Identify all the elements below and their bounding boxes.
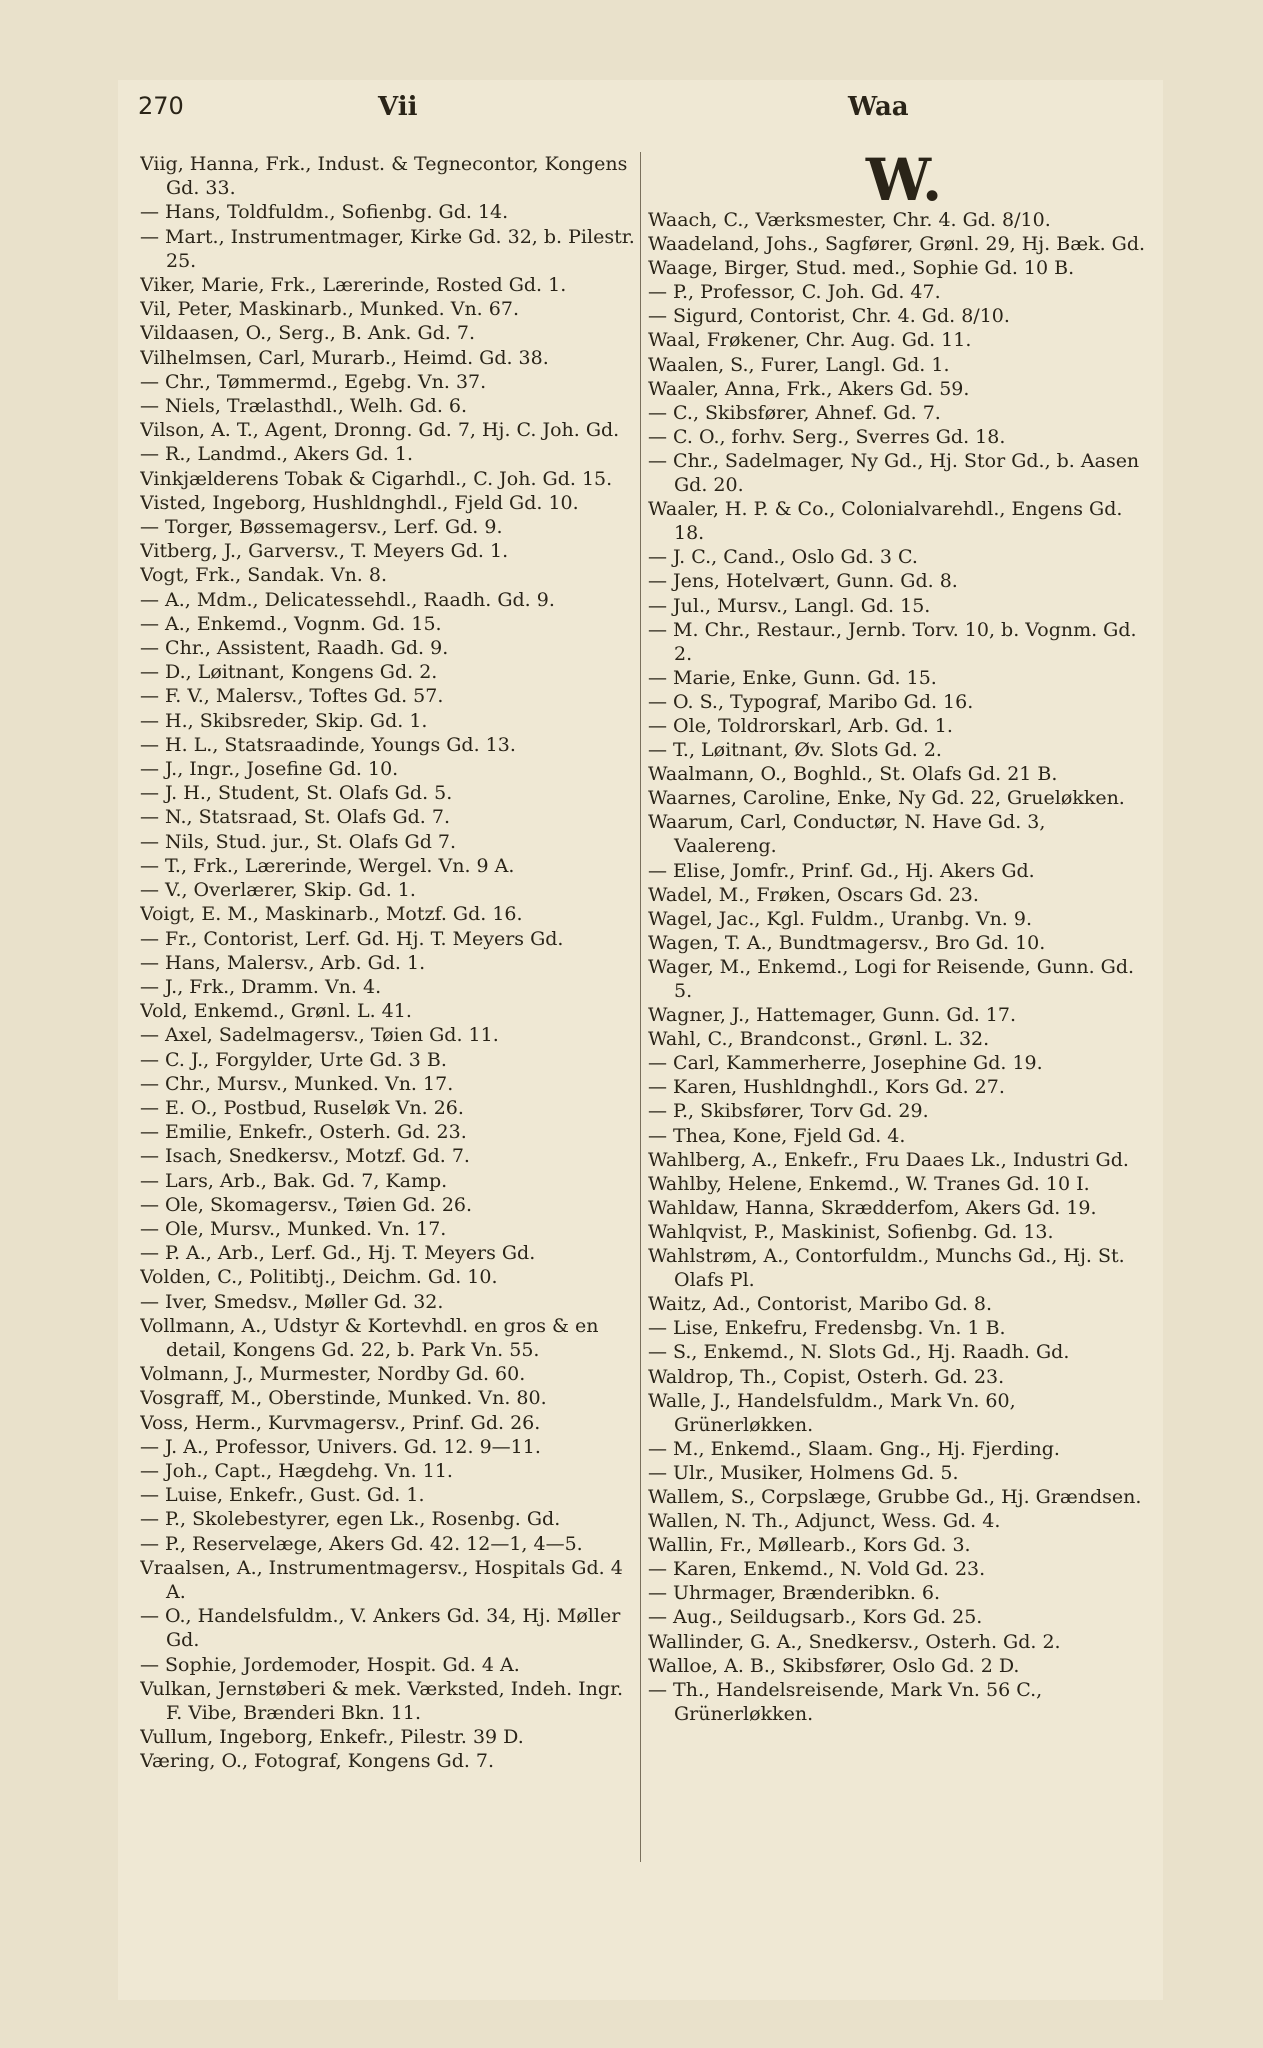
directory-entry: — Jens, Hotelvært, Gunn. Gd. 8. xyxy=(648,570,958,593)
left-running-head: Vii xyxy=(378,92,418,122)
directory-entry: Wahldaw, Hanna, Skrædderfom, Akers Gd. 19. xyxy=(648,1196,1097,1219)
directory-entry: Wagen, T. A., Bundtmagersv., Bro Gd. 10. xyxy=(648,931,1046,954)
directory-entry: — Hans, Toldfuldm., Sofienbg. Gd. 14. xyxy=(140,201,509,224)
directory-entry: Waitz, Ad., Contorist, Maribo Gd. 8. xyxy=(648,1293,993,1316)
directory-entry: Wahlberg, A., Enkefr., Fru Daaes Lk., Industri Gd. xyxy=(648,1148,1129,1171)
page-number: 270 xyxy=(138,92,184,120)
directory-entry: — Sophie, Jordemoder, Hospit. Gd. 4 A. xyxy=(140,1653,520,1676)
directory-entry: Wahl, C., Brandconst., Grønl. L. 32. xyxy=(648,1028,990,1051)
directory-entry: Waadeland, Johs., Sagfører, Grønl. 29, Hj. Bæk. Gd. xyxy=(648,233,1146,256)
directory-entry: Væring, O., Fotograf, Kongens Gd. 7. xyxy=(140,1750,495,1773)
directory-entry: Waach, C., Værksmester, Chr. 4. Gd. 8/10. xyxy=(648,209,1051,231)
directory-entry: — Ulr., Musiker, Holmens Gd. 5. xyxy=(648,1461,959,1484)
directory-entry: — H., Skibsreder, Skip. Gd. 1. xyxy=(140,709,428,732)
directory-entry: — Sigurd, Contorist, Chr. 4. Gd. 8/10. xyxy=(648,305,1010,328)
directory-entry: Vullum, Ingeborg, Enkefr., Pilestr. 39 D. xyxy=(140,1726,524,1749)
directory-entry: — E. O., Postbud, Ruseløk Vn. 26. xyxy=(140,1096,464,1119)
directory-entry: — P. A., Arb., Lerf. Gd., Hj. T. Meyers Gd. xyxy=(140,1242,536,1265)
directory-entry: — Nils, Stud. jur., St. Olafs Gd 7. xyxy=(140,830,457,853)
directory-entry: — O., Handelsfuldm., V. Ankers Gd. 34, Hj. Møller Gd. xyxy=(140,1605,621,1652)
directory-entry: Vil, Peter, Maskinarb., Munked. Vn. 67. xyxy=(140,298,519,321)
directory-entry: Viker, Marie, Frk., Lærerinde, Rosted Gd. 1. xyxy=(140,274,567,297)
directory-entry: — J. C., Cand., Oslo Gd. 3 C. xyxy=(648,546,918,569)
directory-entry: Wallen, N. Th., Adjunct, Wess. Gd. 4. xyxy=(648,1510,1001,1533)
directory-entry: — Niels, Trælasthdl., Welh. Gd. 6. xyxy=(140,395,468,418)
directory-entry: Vosgraff, M., Oberstinde, Munked. Vn. 80. xyxy=(140,1387,547,1410)
directory-entry: — Aug., Seildugsarb., Kors Gd. 25. xyxy=(648,1606,983,1629)
directory-entry: — T., Frk., Lærerinde, Wergel. Vn. 9 A. xyxy=(140,854,515,877)
directory-entry: — D., Løitnant, Kongens Gd. 2. xyxy=(140,661,438,684)
directory-entry: Voigt, E. M., Maskinarb., Motzf. Gd. 16. xyxy=(140,903,523,926)
directory-entry: — Ole, Skomagersv., Tøien Gd. 26. xyxy=(140,1193,473,1216)
directory-entry: — P., Skolebestyrer, egen Lk., Rosenbg. Gd. xyxy=(140,1508,561,1531)
directory-entry: — Karen, Enkemd., N. Vold Gd. 23. xyxy=(648,1558,986,1581)
directory-entry: Waage, Birger, Stud. med., Sophie Gd. 10 B. xyxy=(648,257,1075,280)
directory-entry: Waalmann, O., Boghld., St. Olafs Gd. 21 B. xyxy=(648,763,1058,786)
directory-entry: Voss, Herm., Kurvmagersv., Prinf. Gd. 26. xyxy=(140,1411,541,1434)
directory-entry: Vitberg, J., Garversv., T. Meyers Gd. 1. xyxy=(140,540,509,563)
directory-entry: — Joh., Capt., Hægdehg. Vn. 11. xyxy=(140,1459,453,1482)
directory-entry: Vraalsen, A., Instrumentmagersv., Hospitals Gd. 4 A. xyxy=(140,1556,623,1603)
directory-entry: — Isach, Snedkersv., Motzf. Gd. 7. xyxy=(140,1145,470,1168)
directory-entry: Wahlby, Helene, Enkemd., W. Tranes Gd. 10 I. xyxy=(648,1172,1090,1195)
directory-entry: Vilson, A. T., Agent, Dronng. Gd. 7, Hj. C. Joh. Gd. xyxy=(140,419,620,442)
right-column xyxy=(648,152,1150,2012)
directory-entry: Wagel, Jac., Kgl. Fuldm., Uranbg. Vn. 9. xyxy=(648,907,1033,930)
directory-entry: Wahlstrøm, A., Contorfuldm., Munchs Gd., Hj. St. Olafs Pl. xyxy=(648,1245,1125,1292)
section-letter: W. xyxy=(865,152,943,214)
directory-entry: — Thea, Kone, Fjeld Gd. 4. xyxy=(648,1124,906,1147)
directory-entry: Vulkan, Jernstøberi & mek. Værksted, Indeh. Ingr. F. Vibe, Brænderi Bkn. 11. xyxy=(140,1677,624,1724)
directory-entry: Waarum, Carl, Conductør, N. Have Gd. 3, Vaalereng. xyxy=(648,811,1046,858)
directory-entry: Wallem, S., Corpslæge, Grubbe Gd., Hj. Grændsen. xyxy=(648,1485,1142,1508)
directory-entry: — O. S., Typograf, Maribo Gd. 16. xyxy=(648,690,974,713)
directory-entry: — Carl, Kammerherre, Josephine Gd. 19. xyxy=(648,1052,1043,1075)
directory-entry: — Jul., Mursv., Langl. Gd. 15. xyxy=(648,594,931,617)
directory-entry: Vogt, Frk., Sandak. Vn. 8. xyxy=(140,564,388,587)
directory-entry: — P., Professor, C. Joh. Gd. 47. xyxy=(648,281,941,304)
directory-entry: — Chr., Assistent, Raadh. Gd. 9. xyxy=(140,637,449,660)
directory-entry: — Chr., Tømmermd., Egebg. Vn. 37. xyxy=(140,370,487,393)
directory-entry: Wahlqvist, P., Maskinist, Sofienbg. Gd. 13. xyxy=(648,1220,1054,1243)
directory-entry: — C., Skibsfører, Ahnef. Gd. 7. xyxy=(648,401,941,424)
directory-entry: Waarnes, Caroline, Enke, Ny Gd. 22, Grueløkken. xyxy=(648,787,1125,810)
directory-entry: — P., Skibsfører, Torv Gd. 29. xyxy=(648,1100,929,1123)
directory-entry: Wagner, J., Hattemager, Gunn. Gd. 17. xyxy=(648,1004,1017,1027)
directory-entry: — R., Landmd., Akers Gd. 1. xyxy=(140,443,414,466)
column-divider xyxy=(640,152,641,1862)
directory-entry: Waalen, S., Furer, Langl. Gd. 1. xyxy=(648,353,950,376)
directory-entry: — Chr., Sadelmager, Ny Gd., Hj. Stor Gd., b. Aasen Gd. 20. xyxy=(648,449,1140,497)
directory-entry: — Th., Handelsreisende, Mark Vn. 56 C., Grünerløkken. xyxy=(648,1678,1043,1725)
directory-entry: — Mart., Instrumentmager, Kirke Gd. 32, b. Pilestr. 25. xyxy=(140,225,635,272)
directory-entry: — Lars, Arb., Bak. Gd. 7, Kamp. xyxy=(140,1169,448,1192)
directory-entry: — J. A., Professor, Univers. Gd. 12. 9—11. xyxy=(140,1435,541,1458)
directory-entry: Waal, Frøkener, Chr. Aug. Gd. 11. xyxy=(648,329,972,352)
directory-entry: — Hans, Malersv., Arb. Gd. 1. xyxy=(140,951,426,974)
directory-entry: Wallin, Fr., Møllearb., Kors Gd. 3. xyxy=(648,1534,971,1557)
directory-entry: — Iver, Smedsv., Møller Gd. 32. xyxy=(140,1290,444,1313)
directory-entry: — H. L., Statsraadinde, Youngs Gd. 13. xyxy=(140,733,516,756)
directory-entry: — Karen, Hushldnghdl., Kors Gd. 27. xyxy=(648,1076,1005,1099)
directory-entry: — Elise, Jomfr., Prinf. Gd., Hj. Akers Gd. xyxy=(648,859,1035,882)
directory-entry: — N., Statsraad, St. Olafs Gd. 7. xyxy=(140,806,450,829)
directory-entry: — P., Reservelæge, Akers Gd. 42. 12—1, 4—5. xyxy=(140,1532,583,1555)
directory-entry: Walle, J., Handelsfuldm., Mark Vn. 60, Grünerløkken. xyxy=(648,1389,1016,1436)
directory-entry: Vold, Enkemd., Grønl. L. 41. xyxy=(140,1000,412,1023)
directory-entry: — Ole, Mursv., Munked. Vn. 17. xyxy=(140,1217,447,1240)
directory-entry: Visted, Ingeborg, Hushldnghdl., Fjeld Gd. 10. xyxy=(140,491,579,514)
directory-entry: Walloe, A. B., Skibsfører, Oslo Gd. 2 D. xyxy=(648,1654,1020,1677)
directory-entry: Vildaasen, O., Serg., B. Ank. Gd. 7. xyxy=(140,322,476,345)
directory-entry: — M. Chr., Restaur., Jernb. Torv. 10, b. Vognm. Gd. 2. xyxy=(648,618,1137,665)
directory-entry: Volden, C., Politibtj., Deichm. Gd. 10. xyxy=(140,1266,498,1289)
right-running-head: Waa xyxy=(848,92,909,122)
directory-entry: — J. H., Student, St. Olafs Gd. 5. xyxy=(140,782,453,805)
directory-entry: — F. V., Malersv., Toftes Gd. 57. xyxy=(140,685,444,708)
directory-entry: — Axel, Sadelmagersv., Tøien Gd. 11. xyxy=(140,1024,499,1047)
page-header xyxy=(138,92,928,132)
directory-entry: Waldrop, Th., Copist, Osterh. Gd. 23. xyxy=(648,1365,1005,1388)
directory-entry: — Emilie, Enkefr., Osterh. Gd. 23. xyxy=(140,1121,467,1144)
directory-entry: — J., Ingr., Josefine Gd. 10. xyxy=(140,758,399,781)
directory-entry: — Uhrmager, Brænderibkn. 6. xyxy=(648,1582,941,1605)
directory-entry: Vilhelmsen, Carl, Murarb., Heimd. Gd. 38. xyxy=(140,346,549,369)
directory-entry: — Luise, Enkefr., Gust. Gd. 1. xyxy=(140,1484,425,1507)
directory-entry: — Chr., Mursv., Munked. Vn. 17. xyxy=(140,1072,454,1095)
directory-entry: Volmann, J., Murmester, Nordby Gd. 60. xyxy=(140,1363,526,1386)
directory-entry: — A., Enkemd., Vognm. Gd. 15. xyxy=(140,612,442,635)
directory-entry: Vinkjælderens Tobak & Cigarhdl., C. Joh. Gd. 15. xyxy=(140,467,613,490)
directory-entry: — J., Frk., Dramm. Vn. 4. xyxy=(140,975,382,998)
directory-entry: Wager, M., Enkemd., Logi for Reisende, Gunn. Gd. 5. xyxy=(648,955,1135,1002)
directory-entry: Vollmann, A., Udstyr & Kortevhdl. en gros & en detail, Kongens Gd. 22, b. Park Vn. 55. xyxy=(140,1314,599,1361)
directory-entry: — T., Løitnant, Øv. Slots Gd. 2. xyxy=(648,739,942,762)
directory-entry: — A., Mdm., Delicatessehdl., Raadh. Gd. 9. xyxy=(140,588,555,611)
directory-entry: Waaler, Anna, Frk., Akers Gd. 59. xyxy=(648,377,970,400)
directory-entry: — S., Enkemd., N. Slots Gd., Hj. Raadh. Gd. xyxy=(648,1341,1070,1364)
directory-entry: — Torger, Bøssemagersv., Lerf. Gd. 9. xyxy=(140,516,503,539)
directory-entry: — C. J., Forgylder, Urte Gd. 3 B. xyxy=(140,1048,447,1071)
directory-entry: Waaler, H. P. & Co., Colonialvarehdl., Engens Gd. 18. xyxy=(648,498,1123,545)
directory-entry: — M., Enkemd., Slaam. Gng., Hj. Fjerding. xyxy=(648,1437,1060,1460)
directory-entry: — Lise, Enkefru, Fredensbg. Vn. 1 B. xyxy=(648,1317,1006,1340)
left-column xyxy=(140,152,640,2022)
directory-entry: — C. O., forhv. Serg., Sverres Gd. 18. xyxy=(648,425,1006,448)
directory-entry: — Marie, Enke, Gunn. Gd. 15. xyxy=(648,666,937,689)
directory-entry: Wallinder, G. A., Snedkersv., Osterh. Gd. 2. xyxy=(648,1630,1061,1653)
directory-entry: — Ole, Toldrorskarl, Arb. Gd. 1. xyxy=(648,714,953,737)
directory-entry: — Fr., Contorist, Lerf. Gd. Hj. T. Meyers Gd. xyxy=(140,927,564,950)
directory-entry: — V., Overlærer, Skip. Gd. 1. xyxy=(140,879,416,902)
directory-entry: Wadel, M., Frøken, Oscars Gd. 23. xyxy=(648,883,979,906)
directory-entry: Viig, Hanna, Frk., Indust. & Tegnecontor, Kongens Gd. 33. xyxy=(140,153,628,200)
